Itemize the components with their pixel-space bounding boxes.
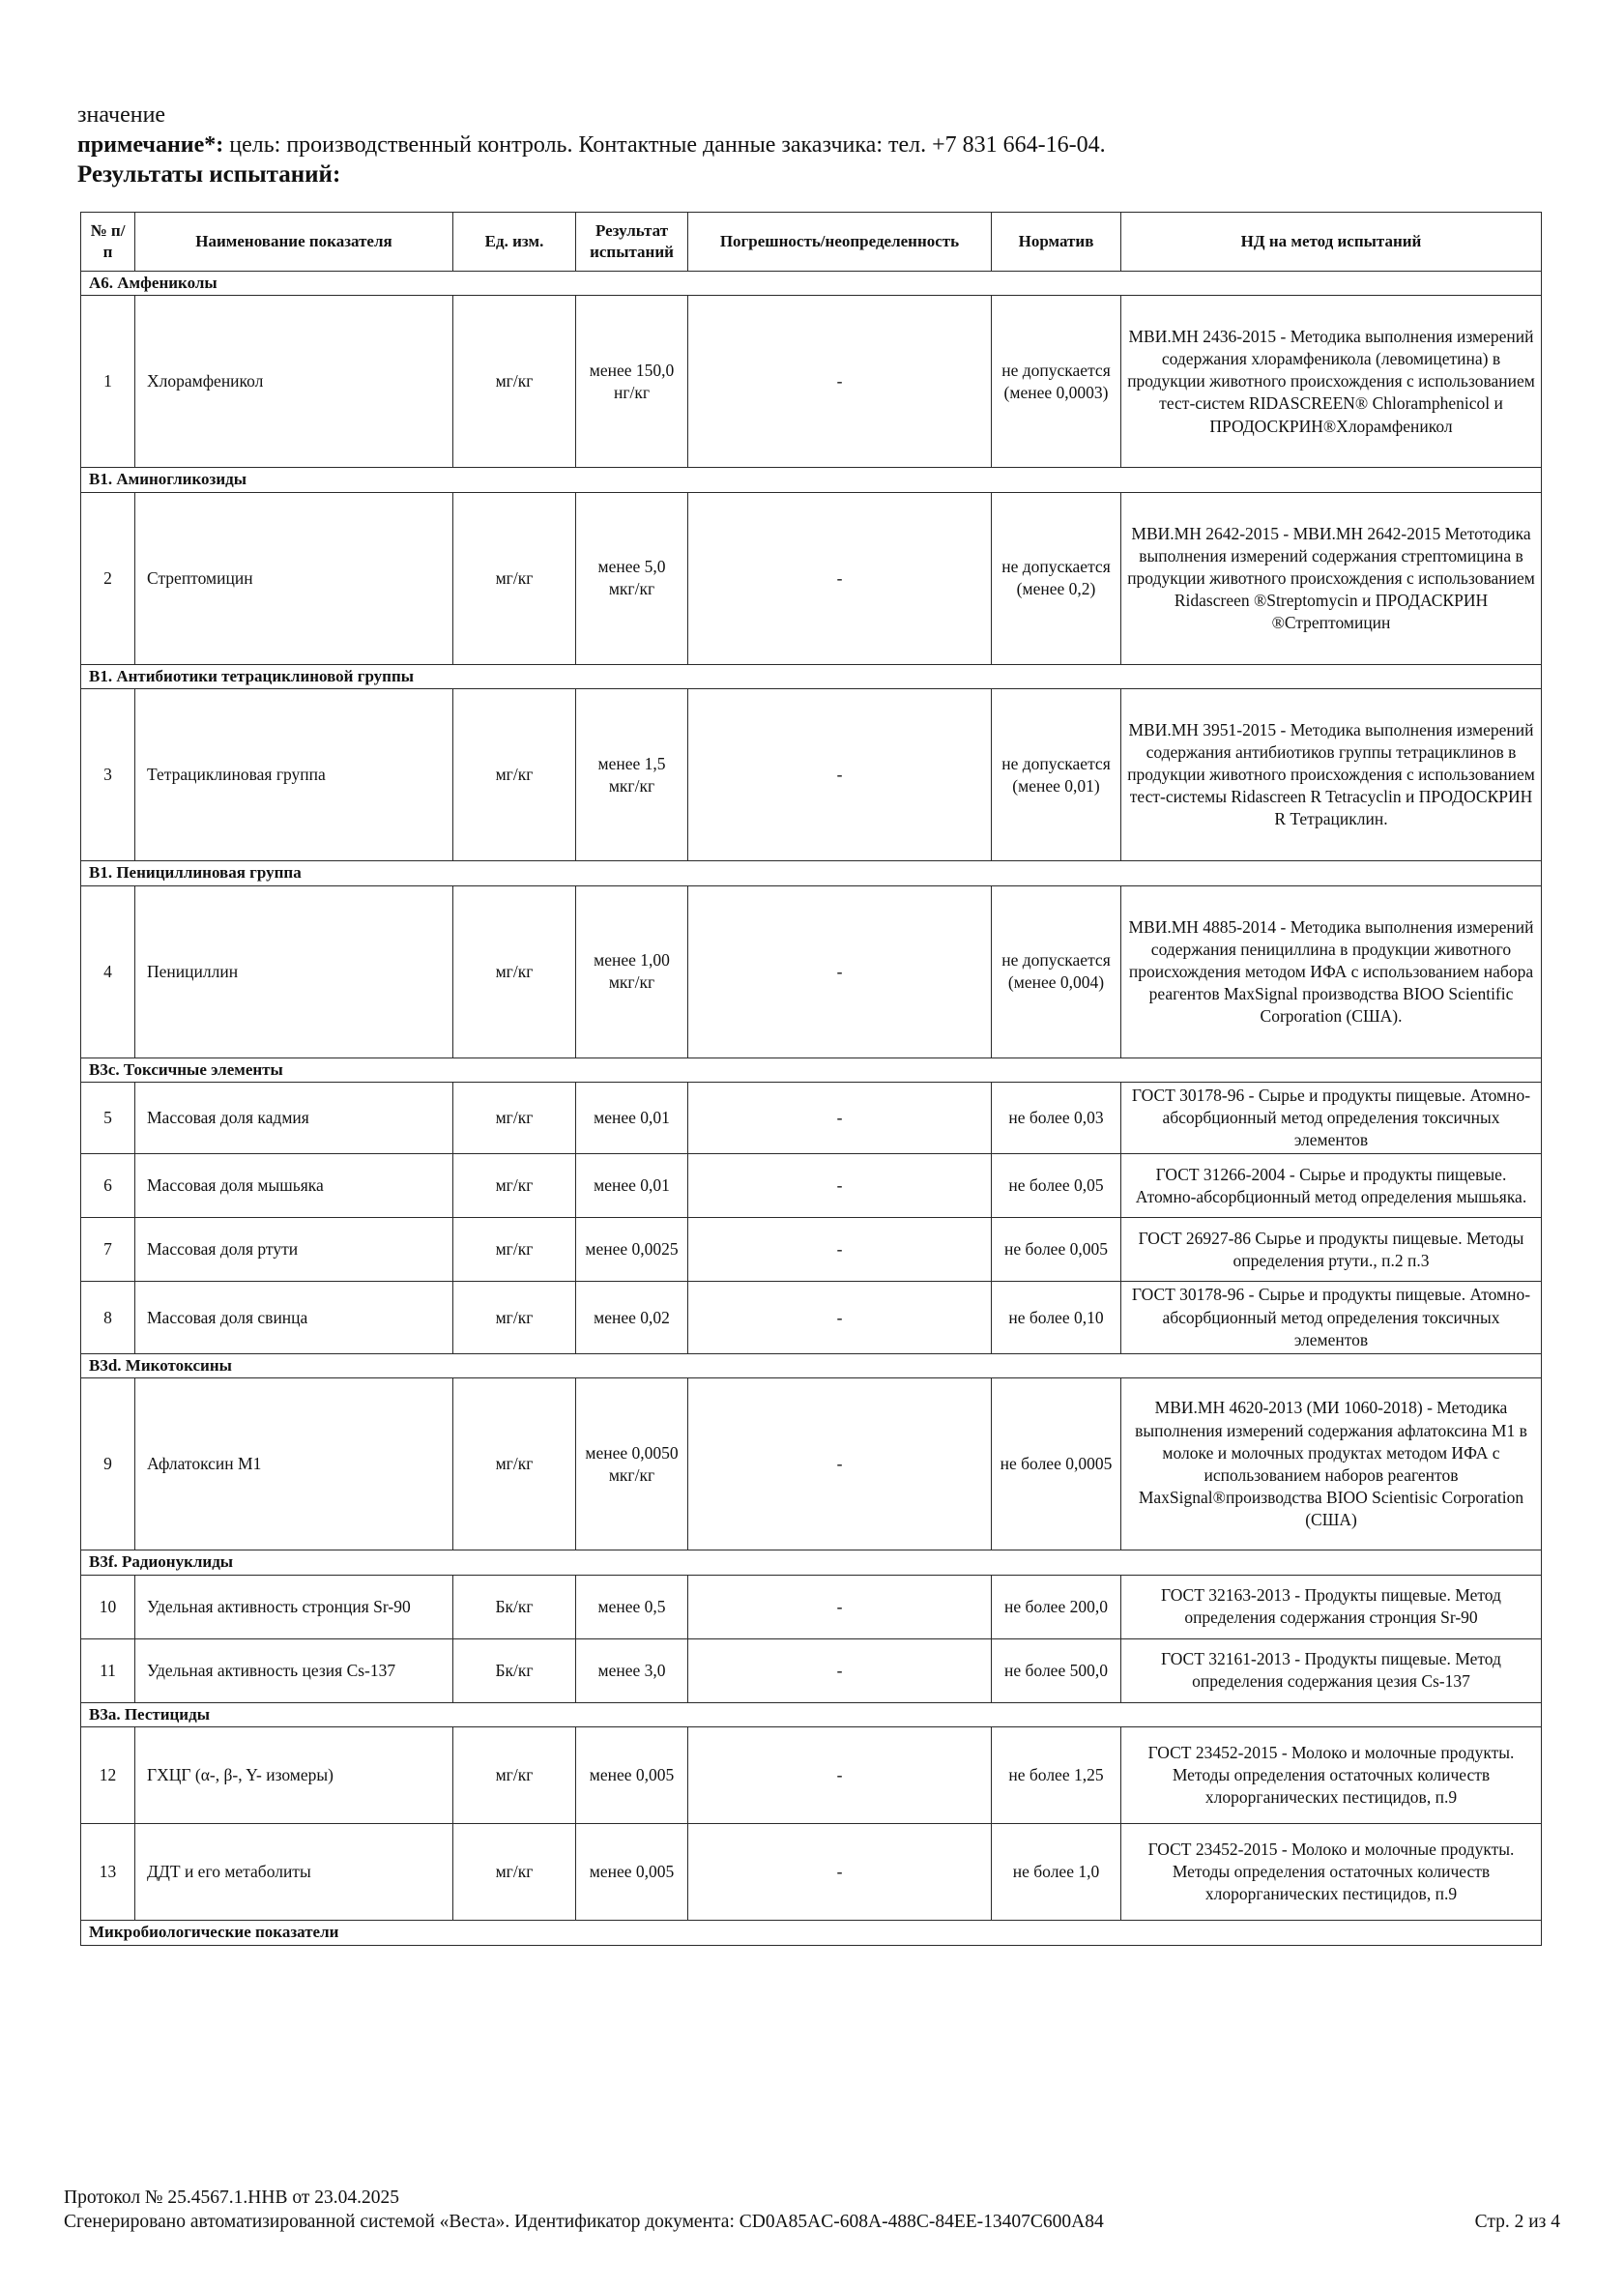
row-number: 13 [81, 1824, 135, 1921]
section-row [81, 1550, 1542, 1575]
indicator-name: Стрептомицин [135, 492, 453, 664]
method-cell: ГОСТ 31266-2004 - Сырье и продукты пищевые. Атомно-абсорбционный метод определения мышьяка. [1121, 1154, 1542, 1218]
table-row [81, 1727, 1542, 1824]
norm-cell: не более 0,05 [992, 1154, 1121, 1218]
norm-cell: не более 0,005 [992, 1218, 1121, 1282]
method-cell: ГОСТ 23452-2015 - Молоко и молочные продукты. Методы определения остаточных количеств хлорорганических пестицидов, п.9 [1121, 1727, 1542, 1824]
result-cell: менее 0,0050 мкг/кг [576, 1378, 688, 1550]
indicator-name: Хлорамфеникол [135, 296, 453, 468]
table-row [81, 1218, 1542, 1282]
method-cell: ГОСТ 23452-2015 - Молоко и молочные продукты. Методы определения остаточных количеств хлорорганических пестицидов, п.9 [1121, 1824, 1542, 1921]
section-row [81, 861, 1542, 885]
row-number: 2 [81, 492, 135, 664]
result-cell: менее 0,005 [576, 1727, 688, 1824]
page-footer [64, 2187, 1560, 2235]
method-cell: МВИ.МН 3951-2015 - Методика выполнения измерений содержания антибиотиков группы тетрациклинов в продукции животного происхождения с использованием тест-системы Ridascreen R Tetracyclin и ПРОДОСКРИН R Тетрациклин. [1121, 689, 1542, 861]
result-cell: менее 0,02 [576, 1282, 688, 1353]
table-row [81, 296, 1542, 468]
row-number: 8 [81, 1282, 135, 1353]
table-row [81, 885, 1542, 1058]
unit-cell: Бк/кг [453, 1575, 576, 1638]
section-row [81, 468, 1542, 492]
result-cell: менее 5,0 мкг/кг [576, 492, 688, 664]
norm-cell: не более 1,0 [992, 1824, 1121, 1921]
unit-cell: мг/кг [453, 1378, 576, 1550]
section-title: А6. Амфениколы [81, 272, 1542, 296]
result-cell: менее 0,01 [576, 1154, 688, 1218]
note-line [77, 130, 1106, 160]
result-cell: менее 1,5 мкг/кг [576, 689, 688, 861]
table-row [81, 689, 1542, 861]
method-cell: ГОСТ 26927-86 Сырье и продукты пищевые. Методы определения ртути., п.2 п.3 [1121, 1218, 1542, 1282]
table-row [81, 492, 1542, 664]
norm-cell: не более 500,0 [992, 1638, 1121, 1702]
uncertainty-cell: - [688, 1282, 992, 1353]
uncertainty-cell: - [688, 492, 992, 664]
results-title: Результаты испытаний: [77, 161, 341, 188]
footer-page-number: Стр. 2 из 4 [1474, 2211, 1560, 2232]
row-number: 9 [81, 1378, 135, 1550]
result-cell: менее 0,005 [576, 1824, 688, 1921]
indicator-name: Массовая доля мышьяка [135, 1154, 453, 1218]
method-cell: ГОСТ 32163-2013 - Продукты пищевые. Метод определения содержания стронция Sr-90 [1121, 1575, 1542, 1638]
row-number: 11 [81, 1638, 135, 1702]
table-row [81, 1824, 1542, 1921]
col-header-result: Результат испытаний [576, 213, 688, 272]
result-cell: менее 3,0 [576, 1638, 688, 1702]
col-header-error: Погрешность/неопределенность [688, 213, 992, 272]
section-title: В3f. Радионуклиды [81, 1550, 1542, 1575]
norm-cell: не более 0,10 [992, 1282, 1121, 1353]
uncertainty-cell: - [688, 1638, 992, 1702]
col-header-norm: Норматив [992, 213, 1121, 272]
norm-cell: не более 0,0005 [992, 1378, 1121, 1550]
unit-cell: мг/кг [453, 885, 576, 1058]
unit-cell: мг/кг [453, 689, 576, 861]
col-header-method: НД на метод испытаний [1121, 213, 1542, 272]
row-number: 4 [81, 885, 135, 1058]
table-row [81, 1575, 1542, 1638]
table-row [81, 1378, 1542, 1550]
section-title: В3с. Токсичные элементы [81, 1058, 1542, 1082]
unit-cell: мг/кг [453, 1727, 576, 1824]
indicator-name: ДДТ и его метаболиты [135, 1824, 453, 1921]
indicator-name: Пенициллин [135, 885, 453, 1058]
indicator-name: ГХЦГ (α-, β-, Υ- изомеры) [135, 1727, 453, 1824]
uncertainty-cell: - [688, 885, 992, 1058]
norm-cell: не более 200,0 [992, 1575, 1121, 1638]
uncertainty-cell: - [688, 1378, 992, 1550]
indicator-name: Удельная активность стронция Sr-90 [135, 1575, 453, 1638]
unit-cell: мг/кг [453, 1824, 576, 1921]
section-title: В3а. Пестициды [81, 1702, 1542, 1726]
row-number: 10 [81, 1575, 135, 1638]
unit-cell: Бк/кг [453, 1638, 576, 1702]
section-title: В3d. Микотоксины [81, 1353, 1542, 1377]
value-label: значение [77, 102, 166, 128]
method-cell: ГОСТ 30178-96 - Сырье и продукты пищевые. Атомно-абсорбционный метод определения токсичных элементов [1121, 1083, 1542, 1154]
result-cell: менее 1,00 мкг/кг [576, 885, 688, 1058]
uncertainty-cell: - [688, 296, 992, 468]
indicator-name: Тетрациклиновая группа [135, 689, 453, 861]
result-cell: менее 0,0025 [576, 1218, 688, 1282]
uncertainty-cell: - [688, 1154, 992, 1218]
method-cell: ГОСТ 32161-2013 - Продукты пищевые. Метод определения содержания цезия Cs-137 [1121, 1638, 1542, 1702]
result-cell: менее 0,01 [576, 1083, 688, 1154]
footer-protocol: Протокол № 25.4567.1.ННВ от 23.04.2025 [64, 2188, 399, 2208]
uncertainty-cell: - [688, 689, 992, 861]
row-number: 6 [81, 1154, 135, 1218]
col-header-name: Наименование показателя [135, 213, 453, 272]
uncertainty-cell: - [688, 1083, 992, 1154]
result-cell: менее 0,5 [576, 1575, 688, 1638]
norm-cell: не допускается (менее 0,2) [992, 492, 1121, 664]
result-cell: менее 150,0 нг/кг [576, 296, 688, 468]
section-title: В1. Антибиотики тетрациклиновой группы [81, 664, 1542, 688]
norm-cell: не более 0,03 [992, 1083, 1121, 1154]
uncertainty-cell: - [688, 1218, 992, 1282]
section-row [81, 664, 1542, 688]
indicator-name: Массовая доля кадмия [135, 1083, 453, 1154]
unit-cell: мг/кг [453, 296, 576, 468]
indicator-name: Массовая доля свинца [135, 1282, 453, 1353]
footer-generated: Сгенерировано автоматизированной системой «Веста». Идентификатор документа: CD0A85AC-608A-488C-84EE-13407C600A84 [64, 2211, 1104, 2232]
method-cell: МВИ.МН 4620-2013 (МИ 1060-2018) - Методика выполнения измерений содержания афлатоксина М1 в молоке и молочных продуктах методом ИФА с использованием наборов реагентов MaxSignal®производства BIOO Scientisic Corporation (США) [1121, 1378, 1542, 1550]
section-title: В1. Пенициллиновая группа [81, 861, 1542, 885]
note-label: примечание*: [77, 131, 224, 158]
col-header-unit: Ед. изм. [453, 213, 576, 272]
header-block [77, 101, 1106, 190]
table-row [81, 1282, 1542, 1353]
table-row [81, 1154, 1542, 1218]
table-body [81, 272, 1542, 1946]
section-row [81, 1353, 1542, 1377]
unit-cell: мг/кг [453, 1083, 576, 1154]
norm-cell: не допускается (менее 0,01) [992, 689, 1121, 861]
norm-cell: не более 1,25 [992, 1727, 1121, 1824]
col-header-num: № п/п [81, 213, 135, 272]
note-text: цель: производственный контроль. Контактные данные заказчика: тел. +7 831 664-16-04. [223, 131, 1106, 158]
section-title: В1. Аминогликозиды [81, 468, 1542, 492]
row-number: 5 [81, 1083, 135, 1154]
section-title: Микробиологические показатели [81, 1921, 1542, 1945]
table-header-row [81, 213, 1542, 272]
section-row [81, 272, 1542, 296]
indicator-name: Афлатоксин М1 [135, 1378, 453, 1550]
method-cell: МВИ.МН 2436-2015 - Методика выполнения измерений содержания хлорамфеникола (левомицетина) в продукции животного происхождения с использованием тест-систем RIDASCREEN® Chloramphenicol и ПРОДОСКРИН®Хлорамфеникол [1121, 296, 1542, 468]
indicator-name: Удельная активность цезия Cs-137 [135, 1638, 453, 1702]
method-cell: МВИ.МН 4885-2014 - Методика выполнения измерений содержания пенициллина в продукции животного происхождения методом ИФА с использованием набора реагентов MaxSignal производства BIOO Scientific Corporation (США). [1121, 885, 1542, 1058]
row-number: 3 [81, 689, 135, 861]
unit-cell: мг/кг [453, 1218, 576, 1282]
method-cell: ГОСТ 30178-96 - Сырье и продукты пищевые. Атомно-абсорбционный метод определения токсичных элементов [1121, 1282, 1542, 1353]
unit-cell: мг/кг [453, 492, 576, 664]
uncertainty-cell: - [688, 1575, 992, 1638]
table-row [81, 1083, 1542, 1154]
results-table [80, 212, 1542, 1946]
section-row [81, 1702, 1542, 1726]
norm-cell: не допускается (менее 0,004) [992, 885, 1121, 1058]
row-number: 12 [81, 1727, 135, 1824]
indicator-name: Массовая доля ртути [135, 1218, 453, 1282]
unit-cell: мг/кг [453, 1154, 576, 1218]
row-number: 1 [81, 296, 135, 468]
uncertainty-cell: - [688, 1727, 992, 1824]
section-row [81, 1921, 1542, 1945]
unit-cell: мг/кг [453, 1282, 576, 1353]
method-cell: МВИ.МН 2642-2015 - МВИ.МН 2642-2015 Метотодика выполнения измерений содержания стрептомицина в продукции животного происхождения с использованием Ridascreen ®Streptomycin и ПРОДАСКРИН ®Стрептомицин [1121, 492, 1542, 664]
norm-cell: не допускается (менее 0,0003) [992, 296, 1121, 468]
table-row [81, 1638, 1542, 1702]
section-row [81, 1058, 1542, 1082]
uncertainty-cell: - [688, 1824, 992, 1921]
row-number: 7 [81, 1218, 135, 1282]
